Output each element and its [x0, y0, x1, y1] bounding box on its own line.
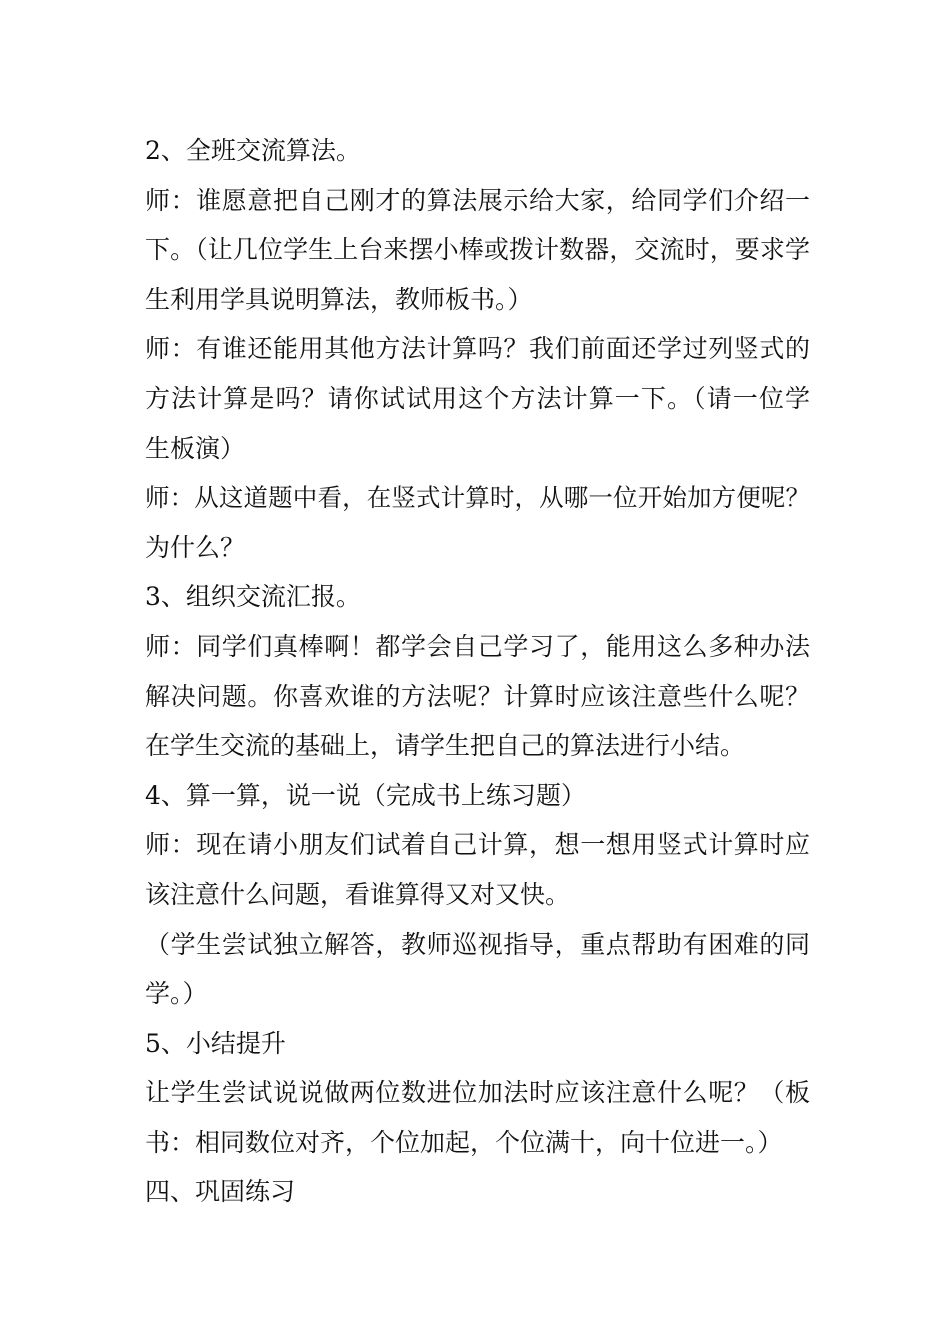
heading-consolidation: 四、巩固练习 — [145, 1177, 296, 1207]
paragraph-line: 生板演） — [145, 433, 246, 463]
heading-report: 3、组织交流汇报。 — [145, 582, 361, 612]
paragraph-line: 在学生交流的基础上，请学生把自己的算法进行小结。 — [145, 731, 746, 761]
paragraph-line: 解决问题。你喜欢谁的方法呢？计算时应该注意些什么呢？ — [145, 681, 810, 711]
paragraph-line: 师：谁愿意把自己刚才的算法展示给大家，给同学们介绍一 — [145, 185, 810, 215]
heading-summary: 5、小结提升 — [145, 1028, 286, 1058]
heading-class-exchange: 2、全班交流算法。 — [145, 136, 361, 165]
paragraph-line: 生利用学具说明算法，教师板书。） — [145, 284, 533, 314]
paragraph-line: 下。（让几位学生上台来摆小棒或拨计数器，交流时，要求学 — [145, 235, 810, 265]
paragraph-line: 为什么？ — [145, 532, 246, 562]
paragraph-line: 让学生尝试说说做两位数进位加法时应该注意什么呢？（板 — [145, 1078, 810, 1108]
paragraph-line: （学生尝试独立解答，教师巡视指导，重点帮助有困难的同 — [145, 929, 810, 959]
heading-practice: 4、算一算，说一说（完成书上练习题） — [145, 780, 586, 810]
document-body — [145, 126, 810, 1217]
paragraph-line: 学。） — [145, 979, 208, 1009]
paragraph-line: 师：有谁还能用其他方法计算吗？我们前面还学过列竖式的 — [145, 334, 810, 364]
paragraph-line: 方法计算是吗？请你试试用这个方法计算一下。（请一位学 — [145, 383, 810, 413]
paragraph-line: 师：从这道题中看，在竖式计算时，从哪一位开始加方便呢？ — [145, 483, 810, 513]
paragraph-line: 师：同学们真棒啊！都学会自己学习了，能用这么多种办法 — [145, 631, 810, 661]
paragraph-line: 该注意什么问题，看谁算得又对又快。 — [145, 879, 571, 909]
paragraph-line: 书：相同数位对齐，个位加起，个位满十，向十位进一。） — [145, 1127, 783, 1157]
paragraph-line: 师：现在请小朋友们试着自己计算，想一想用竖式计算时应 — [145, 830, 810, 860]
